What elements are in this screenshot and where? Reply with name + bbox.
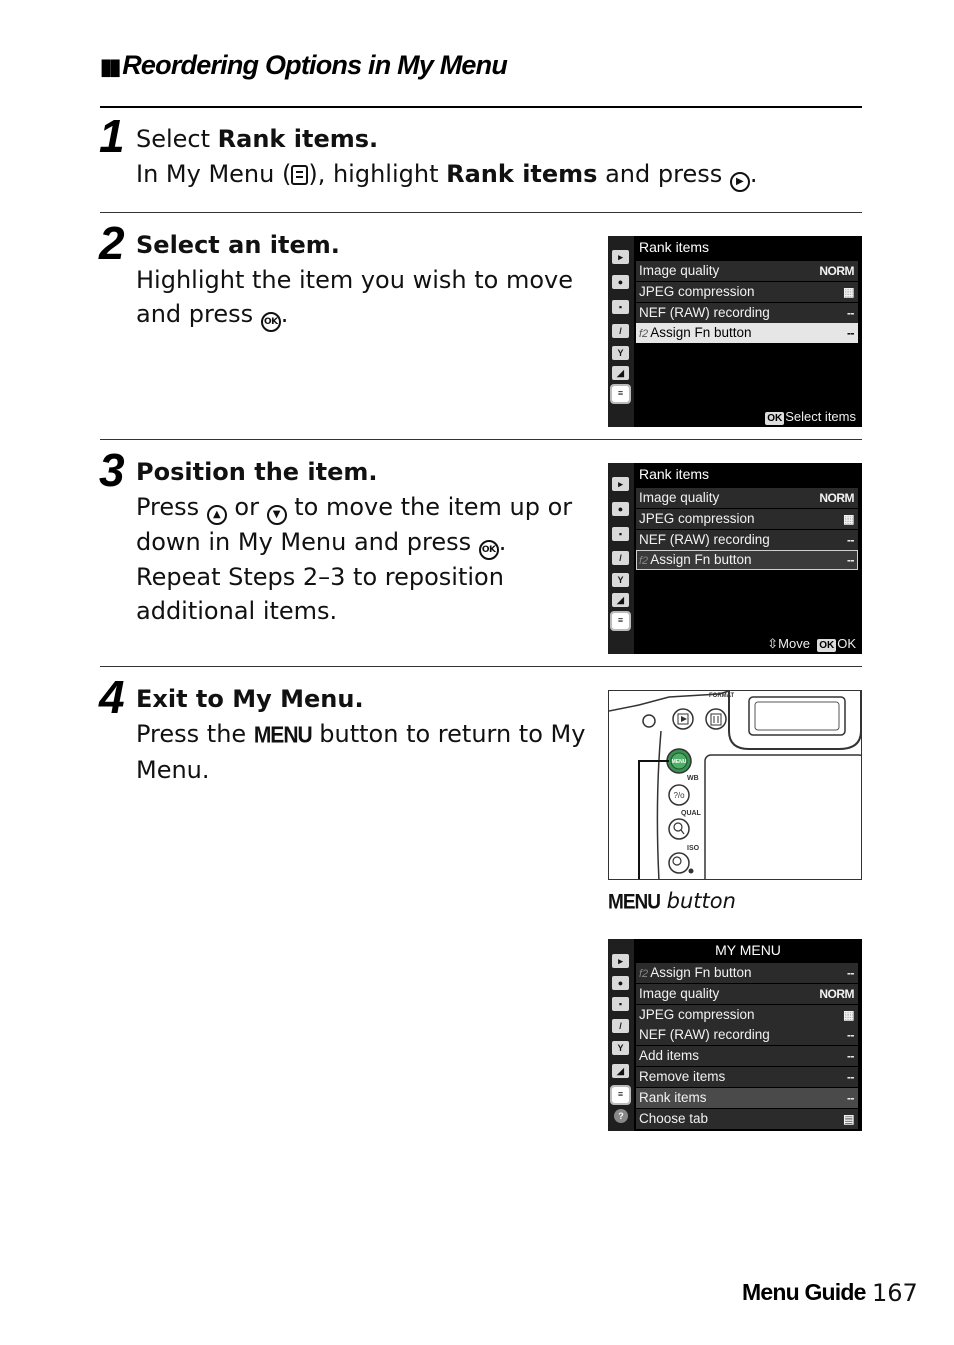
svg-text:WB: WB (687, 775, 699, 782)
photo-shooting-tab-icon: ● (612, 275, 629, 289)
help-icon: ? (614, 1109, 628, 1123)
step-2-text (136, 228, 573, 332)
step-3-body-line: additional items. (136, 597, 338, 625)
menu-tabs (608, 236, 634, 427)
multi-selector-icon: ⇳ (767, 636, 779, 651)
step-4-body-line: Menu. (136, 756, 210, 784)
camera-back-illustration (608, 690, 862, 880)
custom-settings-tab-icon: / (612, 1019, 629, 1033)
list-item: Image quality NORM (636, 261, 858, 281)
list-item: Choose tab ▤ (636, 1109, 858, 1129)
step-1-body: In My Menu ( ), highlight Rank items and press ▶ . (136, 157, 758, 192)
screen-footer: ⇳Move OK OK (767, 636, 856, 651)
movie-tab-icon: ▪ (612, 527, 629, 541)
playback-tab-icon: ▸ (612, 954, 629, 968)
camera-screen-my-menu (608, 939, 862, 1131)
step-3-body-line: Press ▲ or ▼ to move the item up or (136, 490, 572, 525)
retouch-tab-icon: ◢ (612, 366, 629, 380)
setup-tab-icon: Y (612, 573, 629, 587)
step-2-heading: Select an item. (136, 231, 340, 259)
list-item-highlighted: Rank items -- (636, 1088, 858, 1108)
ok-button-icon: OK (479, 540, 499, 560)
playback-tab-icon: ▸ (612, 477, 629, 491)
list-item: JPEG compression ▦ (636, 1005, 858, 1025)
svg-text:QUAL: QUAL (681, 810, 701, 817)
list-item-selected: f2 Assign Fn button -- (636, 323, 858, 343)
camera-screen-position-item (608, 463, 862, 654)
step-4-heading: Exit to My Menu. (136, 685, 364, 713)
my-menu-tab-icon: ≡ (612, 1087, 629, 1103)
movie-tab-icon: ▪ (612, 300, 629, 314)
menu-tabs (608, 939, 634, 1131)
step-4-text (136, 682, 585, 788)
step-4-number: 4 (99, 671, 125, 723)
my-menu-tab-icon: ≡ (612, 613, 629, 629)
list-item: Image quality NORM (636, 488, 858, 508)
step-3-heading: Position the item. (136, 458, 378, 486)
list-item: NEF (RAW) recording -- (636, 303, 858, 323)
camera-screen-rank-items (608, 236, 862, 427)
custom-settings-tab-icon: / (612, 324, 629, 338)
step-divider (100, 666, 862, 667)
step-divider (100, 212, 862, 213)
list-item: Remove items -- (636, 1067, 858, 1087)
menu-tabs (608, 463, 634, 654)
step-2-body-line: Highlight the item you wish to move (136, 265, 573, 294)
list-item: Add items -- (636, 1046, 858, 1066)
page-number: 167 (872, 1279, 918, 1307)
step-3-body-line: Repeat Steps 2–3 to reposition (136, 562, 504, 591)
svg-text:MENU: MENU (671, 759, 687, 765)
setup-tab-icon: Y (612, 1041, 629, 1055)
ok-button-icon: OK (261, 312, 281, 332)
screen-title: Rank items (639, 239, 710, 255)
step-divider (100, 439, 862, 440)
photo-shooting-tab-icon: ● (612, 976, 629, 990)
multi-selector-down-icon: ▼ (267, 505, 287, 525)
step-3-body-line: down in My Menu and press OK . (136, 525, 572, 560)
playback-tab-icon: ▸ (612, 250, 629, 264)
section-marker-icon: ▮▮ (100, 54, 119, 79)
step-1-text (136, 122, 758, 192)
multi-selector-right-icon: ▶ (730, 172, 750, 192)
svg-text:FORMAT: FORMAT (709, 693, 735, 699)
custom-settings-tab-icon: / (612, 551, 629, 565)
svg-text:ISO: ISO (687, 845, 700, 852)
svg-text:?/o: ?/o (673, 791, 685, 800)
screen-title: Rank items (639, 466, 710, 482)
step-3-text (136, 455, 572, 629)
my-menu-icon (291, 165, 308, 185)
menu-button-caption: MENU button (608, 889, 736, 914)
retouch-tab-icon: ◢ (612, 593, 629, 607)
my-menu-tab-icon: ≡ (612, 386, 629, 402)
list-item: JPEG compression ▦ (636, 282, 858, 302)
retouch-tab-icon: ◢ (612, 1064, 629, 1078)
list-item: JPEG compression ▦ (636, 509, 858, 529)
section-rule (100, 106, 862, 108)
step-3-number: 3 (99, 444, 125, 496)
movie-tab-icon: ▪ (612, 997, 629, 1011)
step-4-body-line: Press the MENU button to return to My (136, 719, 586, 748)
list-item-moving: f2 Assign Fn button -- (636, 550, 858, 570)
step-2-body-line: and press OK . (136, 297, 573, 332)
setup-tab-icon: Y (612, 346, 629, 360)
step-1-heading: Select Rank items. (136, 125, 379, 153)
list-item: Image quality NORM (636, 984, 858, 1004)
list-item: NEF (RAW) recording -- (636, 530, 858, 550)
screen-title: MY MENU (715, 942, 781, 958)
photo-shooting-tab-icon: ● (612, 502, 629, 516)
screen-footer: OK Select items (767, 409, 856, 424)
multi-selector-up-icon: ▲ (207, 505, 227, 525)
step-1-number: 1 (99, 110, 125, 162)
section-title: ▮▮ Reordering Options in My Menu (100, 50, 508, 80)
step-2-number: 2 (99, 217, 125, 269)
list-item: f2 Assign Fn button -- (636, 963, 858, 983)
camera-drawing (609, 691, 862, 880)
page-footer-label: Menu Guide (742, 1279, 866, 1305)
list-item: NEF (RAW) recording -- (636, 1025, 858, 1045)
